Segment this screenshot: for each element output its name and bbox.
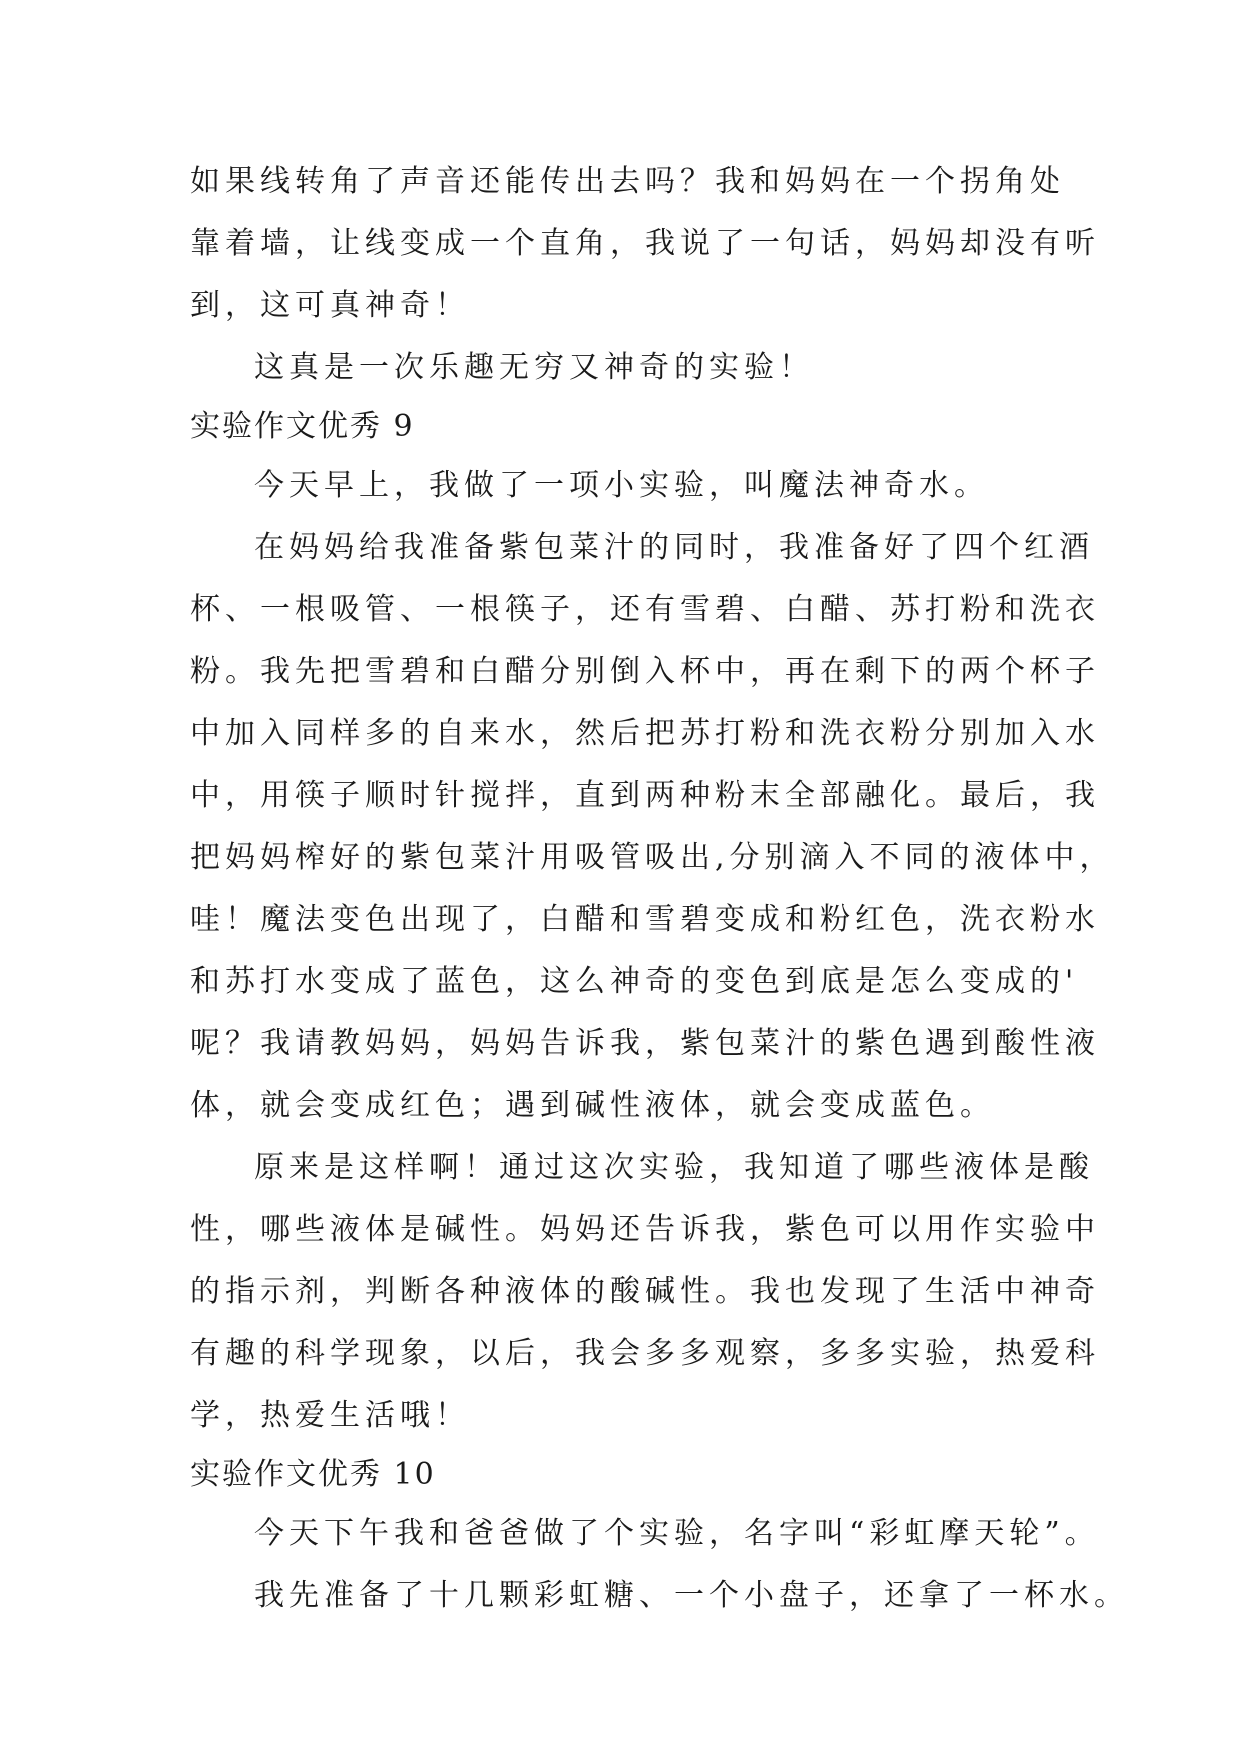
- text-line: 靠着墙，让线变成一个直角，我说了一句话，妈妈却没有听: [190, 226, 1100, 261]
- paragraph: [190, 1565, 1129, 1627]
- section-heading: 实验作文优秀 10: [190, 1457, 436, 1492]
- document-body: [190, 151, 1129, 1627]
- text-line: 原来是这样啊！通过这次实验，我知道了哪些液体是酸: [254, 1150, 1094, 1185]
- text-line: 呢？我请教妈妈，妈妈告诉我，紫包菜汁的紫色遇到酸性液: [190, 1026, 1100, 1061]
- text-line: 把妈妈榨好的紫包菜汁用吸管吸出,分别滴入不同的液体中，: [190, 840, 1115, 875]
- paragraph: [190, 1503, 1100, 1565]
- paragraph: [190, 151, 1100, 337]
- text-line: 我先准备了十几颗彩虹糖、一个小盘子，还拿了一杯水。: [254, 1578, 1129, 1613]
- text-line: 中加入同样多的自来水，然后把苏打粉和洗衣粉分别加入水: [190, 716, 1100, 751]
- text-line: 学，热爱生活哦！: [190, 1398, 470, 1433]
- text-line: 粉。我先把雪碧和白醋分别倒入杯中，再在剩下的两个杯子: [190, 654, 1100, 689]
- text-line: 中，用筷子顺时针搅拌，直到两种粉末全部融化。最后，我: [190, 778, 1100, 813]
- paragraph: [190, 455, 1070, 517]
- paragraph: [190, 517, 1115, 1137]
- text-line: 如果线转角了声音还能传出去吗？我和妈妈在一个拐角处: [190, 164, 1065, 199]
- text-line: 哇！魔法变色出现了，白醋和雪碧变成和粉红色，洗衣粉水: [190, 902, 1100, 937]
- text-line: 今天下午我和爸爸做了个实验，名字叫“彩虹摩天轮”。: [254, 1516, 1100, 1551]
- paragraph: [190, 1137, 1100, 1447]
- text-line: 有趣的科学现象，以后，我会多多观察，多多实验，热爱科: [190, 1336, 1100, 1371]
- text-line: 杯、一根吸管、一根筷子，还有雪碧、白醋、苏打粉和洗衣: [190, 592, 1100, 627]
- text-line: 今天早上，我做了一项小实验，叫魔法神奇水。: [254, 468, 989, 503]
- text-line: 这真是一次乐趣无穷又神奇的实验！: [254, 350, 814, 385]
- text-line: 到，这可真神奇！: [190, 288, 470, 323]
- text-line: 性，哪些液体是碱性。妈妈还告诉我，紫色可以用作实验中: [190, 1212, 1100, 1247]
- text-line: 的指示剂，判断各种液体的酸碱性。我也发现了生活中神奇: [190, 1274, 1100, 1309]
- text-line: 在妈妈给我准备紫包菜汁的同时，我准备好了四个红酒: [254, 530, 1094, 565]
- paragraph: [190, 337, 1070, 399]
- text-line: 体，就会变成红色；遇到碱性液体，就会变成蓝色。: [190, 1088, 995, 1123]
- section-heading: 实验作文优秀 9: [190, 409, 415, 444]
- text-line: 和苏打水变成了蓝色，这么神奇的变色到底是怎么变成的': [190, 964, 1079, 999]
